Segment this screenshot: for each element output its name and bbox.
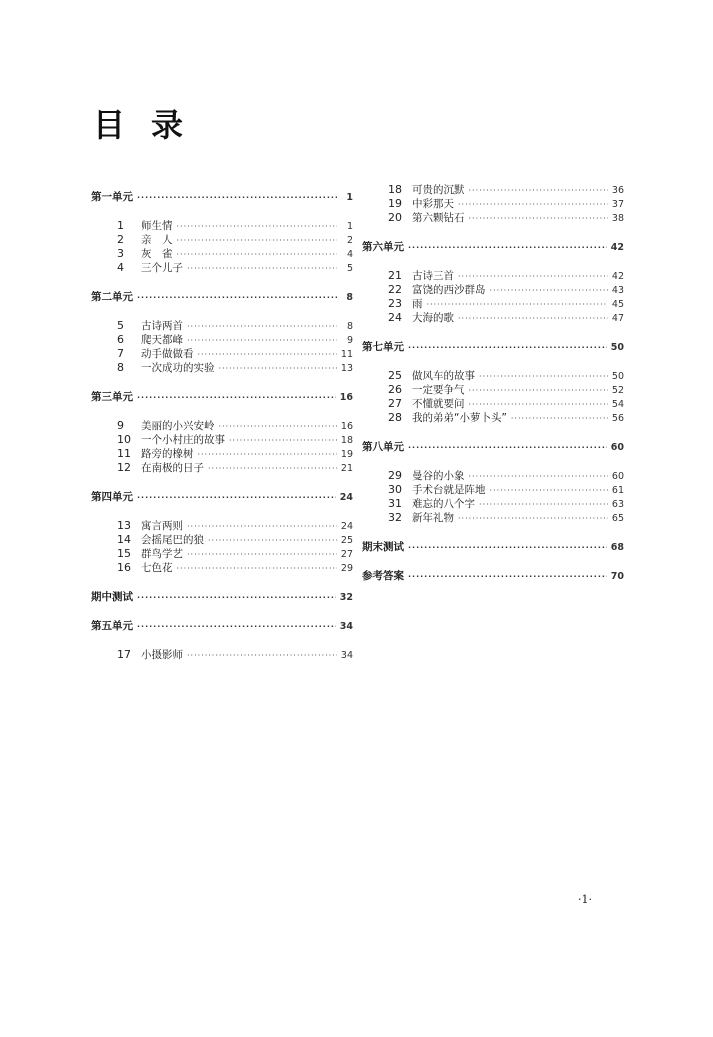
toc-lesson-row [362,411,624,425]
page-ref: 27 [340,549,353,560]
toc-unit-row [362,540,624,554]
unit-title: 第六单元 [362,241,404,253]
toc-lesson-row [362,497,624,511]
toc-unit-row [91,290,353,304]
unit-title: 第二单元 [91,291,133,303]
page-ref: 50 [610,342,624,353]
lesson-number: 4 [117,261,124,274]
lesson-number: 5 [117,319,124,332]
page-ref: 4 [346,249,353,260]
lesson-number: 16 [117,561,131,574]
toc-lesson-row [91,447,353,461]
page-ref: 11 [340,349,353,360]
page-ref: 60 [611,471,624,482]
dot-leader [458,198,608,212]
toc-unit-row [362,240,624,254]
page-ref: 52 [611,385,624,396]
toc-unit-row [91,490,353,504]
dot-leader [137,620,336,634]
lesson-title: 雨 [412,298,423,310]
page-ref: 36 [611,185,624,196]
lesson-number: 9 [117,419,124,432]
page-title [93,100,183,146]
dot-leader [219,420,337,434]
page-ref: 24 [340,521,353,532]
toc-lesson-row [362,311,624,325]
lesson-number: 22 [388,283,402,296]
lesson-title: 做风车的故事 [412,370,475,382]
toc-unit-row [91,190,353,204]
dot-leader [490,484,608,498]
lesson-number: 17 [117,648,131,661]
dot-leader [469,398,608,412]
dot-leader [469,184,608,198]
toc-lesson-row [91,333,353,347]
page-ref: 38 [611,213,624,224]
toc-lesson-row [362,197,624,211]
lesson-title: 小摄影师 [141,649,183,661]
lesson-number: 12 [117,461,131,474]
page-ref: 9 [346,335,353,346]
page-ref: 19 [340,449,353,460]
dot-leader [469,470,608,484]
toc-lesson-row [362,297,624,311]
toc-lesson-row [91,547,353,561]
toc-lesson-row [91,247,353,261]
page-ref: 32 [339,592,353,603]
lesson-number: 11 [117,447,131,460]
toc-lesson-row [362,283,624,297]
title-char-1: 目 [93,106,126,144]
lesson-title: 动手做做看 [141,348,194,360]
lesson-title: 爬天都峰 [141,334,183,346]
toc-lesson-row [91,233,353,247]
page-number: ·1· [578,893,592,906]
lesson-title: 一个小村庄的故事 [141,434,225,446]
lesson-title: 富饶的西沙群岛 [412,284,486,296]
unit-title: 期末测试 [362,541,404,553]
dot-leader [137,391,336,405]
lesson-number: 23 [388,297,402,310]
toc-lesson-row [91,533,353,547]
toc-lesson-row [362,211,624,225]
lesson-number: 20 [388,211,402,224]
lesson-title: 我的弟弟“小萝卜头” [412,412,507,424]
lesson-title: 会摇尾巴的狼 [141,534,204,546]
lesson-number: 32 [388,511,402,524]
page-ref: 34 [339,621,353,632]
page-ref: 5 [346,263,353,274]
lesson-number: 15 [117,547,131,560]
toc-lesson-row [91,361,353,375]
lesson-title: 七色花 [141,562,173,574]
page-ref: 60 [610,442,624,453]
dot-leader [198,448,337,462]
lesson-number: 24 [388,311,402,324]
dot-leader [511,412,608,426]
dot-leader [408,570,607,584]
lesson-title: 灰 雀 [141,248,173,260]
lesson-title: 中彩那天 [412,198,454,210]
lesson-number: 8 [117,361,124,374]
unit-title: 第一单元 [91,191,133,203]
page-ref: 8 [346,292,353,303]
page-ref: 34 [340,650,353,661]
page-ref: 50 [611,371,624,382]
page-ref: 13 [340,363,353,374]
toc-unit-row [91,390,353,404]
lesson-number: 29 [388,469,402,482]
lesson-title: 不懂就要问 [412,398,465,410]
page-ref: 16 [340,421,353,432]
dot-leader [408,541,607,555]
lesson-title: 寓言两则 [141,520,183,532]
toc-lesson-row [362,511,624,525]
lesson-title: 曼谷的小象 [412,470,465,482]
dot-leader [229,434,337,448]
dot-leader [187,320,337,334]
page-ref: 25 [340,535,353,546]
lesson-number: 2 [117,233,124,246]
lesson-title: 亲 人 [141,234,173,246]
dot-leader [469,212,608,226]
unit-title: 期中测试 [91,591,133,603]
toc-lesson-row [362,369,624,383]
lesson-title: 一定要争气 [412,384,465,396]
page-ref: 56 [611,413,624,424]
dot-leader [408,241,607,255]
unit-title: 第七单元 [362,341,404,353]
dot-leader [177,562,337,576]
lesson-number: 7 [117,347,124,360]
dot-leader [479,370,608,384]
page-ref: 37 [611,199,624,210]
lesson-number: 19 [388,197,402,210]
lesson-number: 10 [117,433,131,446]
page-ref: 47 [611,313,624,324]
lesson-title: 可贵的沉默 [412,184,465,196]
dot-leader [469,384,608,398]
toc-lesson-row [91,319,353,333]
dot-leader [219,362,337,376]
page-ref: 70 [610,571,624,582]
unit-title: 第八单元 [362,441,404,453]
lesson-title: 古诗两首 [141,320,183,332]
lesson-number: 3 [117,247,124,260]
lesson-number: 25 [388,369,402,382]
toc-lesson-row [91,561,353,575]
toc-unit-row [91,590,353,604]
page-ref: 68 [610,542,624,553]
lesson-title: 新年礼物 [412,512,454,524]
toc-lesson-row [362,383,624,397]
dot-leader [137,491,336,505]
dot-leader [458,512,608,526]
page-ref: 29 [340,563,353,574]
lesson-number: 26 [388,383,402,396]
page-ref: 24 [339,492,353,503]
lesson-title: 路旁的橡树 [141,448,194,460]
toc-lesson-row [91,261,353,275]
toc-left-column [91,190,353,662]
page-ref: 63 [611,499,624,510]
lesson-number: 28 [388,411,402,424]
page-ref: 42 [610,242,624,253]
page-ref: 45 [611,299,624,310]
lesson-title: 一次成功的实验 [141,362,215,374]
toc-lesson-row [362,269,624,283]
page-ref: 42 [611,271,624,282]
lesson-title: 在南极的日子 [141,462,204,474]
lesson-title: 手术台就是阵地 [412,484,486,496]
unit-title: 第四单元 [91,491,133,503]
dot-leader [137,591,336,605]
lesson-number: 27 [388,397,402,410]
unit-title: 第三单元 [91,391,133,403]
toc-lesson-row [362,469,624,483]
dot-leader [177,248,338,262]
toc-lesson-row [91,419,353,433]
lesson-title: 美丽的小兴安岭 [141,420,215,432]
page-ref: 61 [611,485,624,496]
toc-lesson-row [91,219,353,233]
lesson-number: 13 [117,519,131,532]
page-ref: 43 [611,285,624,296]
unit-title: 第五单元 [91,620,133,632]
dot-leader [208,462,337,476]
page-ref: 16 [339,392,353,403]
dot-leader [458,270,608,284]
lesson-number: 18 [388,183,402,196]
lesson-number: 31 [388,497,402,510]
lesson-title: 第六颗钻石 [412,212,465,224]
lesson-number: 21 [388,269,402,282]
dot-leader [137,291,337,305]
dot-leader [187,520,337,534]
page-ref: 1 [346,192,353,203]
toc-lesson-row [91,461,353,475]
toc-unit-row [91,619,353,633]
toc-unit-row [362,340,624,354]
page-ref: 1 [346,221,353,232]
toc-lesson-row [91,347,353,361]
lesson-title: 难忘的八个字 [412,498,475,510]
lesson-title: 古诗三首 [412,270,454,282]
toc-lesson-row [362,483,624,497]
dot-leader [177,220,338,234]
toc-lesson-row [91,648,353,662]
dot-leader [490,284,608,298]
toc-lesson-row [362,183,624,197]
page-ref: 21 [340,463,353,474]
dot-leader [187,548,337,562]
toc-unit-row [362,569,624,583]
dot-leader [408,341,607,355]
dot-leader [408,441,607,455]
lesson-title: 三个儿子 [141,262,183,274]
lesson-number: 1 [117,219,124,232]
lesson-number: 30 [388,483,402,496]
toc-lesson-row [91,519,353,533]
lesson-title: 群鸟学艺 [141,548,183,560]
dot-leader [479,498,608,512]
toc-lesson-row [91,433,353,447]
page-ref: 18 [340,435,353,446]
toc-right-column [362,183,624,583]
dot-leader [187,334,337,348]
toc-lesson-row [362,397,624,411]
dot-leader [208,534,337,548]
page-ref: 8 [346,321,353,332]
dot-leader [427,298,608,312]
lesson-title: 师生情 [141,220,173,232]
dot-leader [198,348,337,362]
title-char-2: 录 [151,106,184,144]
lesson-title: 大海的歌 [412,312,454,324]
dot-leader [137,191,337,205]
unit-title: 参考答案 [362,570,404,582]
toc-unit-row [362,440,624,454]
dot-leader [177,234,338,248]
dot-leader [458,312,608,326]
dot-leader [187,649,337,663]
page-ref: 2 [346,235,353,246]
dot-leader [187,262,337,276]
page-ref: 54 [611,399,624,410]
lesson-number: 6 [117,333,124,346]
page-ref: 65 [611,513,624,524]
lesson-number: 14 [117,533,131,546]
